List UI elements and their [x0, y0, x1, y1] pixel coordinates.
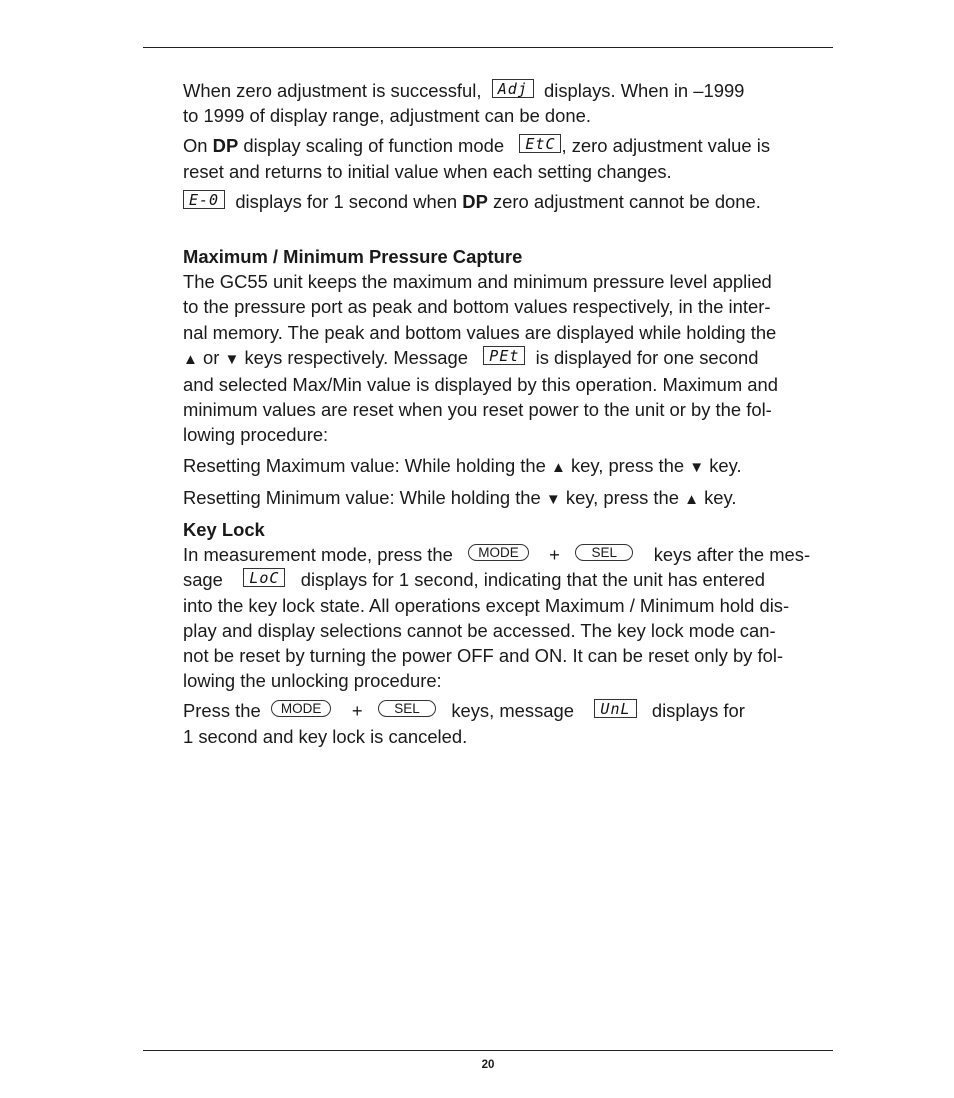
bottom-rule [143, 1050, 833, 1051]
text: Resetting Minimum value: While holding the [183, 486, 541, 508]
bold-term: DP [462, 190, 488, 212]
text: not be reset by turning the power OFF and ON. It can be reset only by fol- [183, 645, 784, 667]
zero-adjust-paragraph-3 [183, 189, 835, 214]
text: is displayed for one second [535, 346, 759, 368]
key-unlock-paragraph [183, 698, 835, 748]
text: displays. When in –1999 [544, 80, 745, 101]
up-arrow-icon: ▲ [684, 490, 699, 508]
text: sage [183, 569, 223, 591]
up-arrow-icon: ▲ [551, 458, 566, 476]
text: keys, message [451, 700, 574, 722]
text: minimum values are reset when you reset power to the unit or by the fol- [183, 399, 772, 421]
text: key, press the [570, 454, 685, 476]
mode-key-icon: MODE [271, 700, 332, 717]
mode-key-icon: MODE [468, 544, 529, 561]
key-lock-paragraph [183, 542, 835, 693]
text: display scaling of function mode [243, 135, 505, 157]
lcd-indicator-etc: EtC [519, 134, 561, 153]
text: When zero adjustment is successful, [183, 80, 482, 101]
text: displays for 1 second, indicating that the unit has entered [300, 569, 765, 591]
section-heading-key-lock: Key Lock [183, 519, 265, 541]
bold-term: DP [212, 135, 239, 157]
reset-min-instruction [183, 485, 835, 512]
zero-adjust-paragraph-1 [183, 78, 835, 128]
text: key, press the [565, 486, 679, 508]
text: , zero adjustment value is [561, 135, 771, 157]
text: play and display selections cannot be accessed. The key lock mode can- [183, 619, 776, 641]
text: into the key lock state. All operations except Maximum / Minimum hold dis- [183, 594, 790, 616]
text: or [202, 346, 220, 368]
text: to 1999 of display range, adjustment can be done. [183, 105, 591, 127]
text: On [183, 135, 208, 157]
text: key. [709, 454, 742, 476]
text: zero adjustment cannot be done. [492, 190, 761, 212]
plus-sign: + [549, 544, 560, 566]
text: to the pressure port as peak and bottom values respectively, in the inter- [183, 296, 771, 318]
reset-max-instruction [183, 453, 835, 480]
text: Press the [183, 700, 261, 722]
text: In measurement mode, press the [183, 544, 453, 566]
lcd-indicator-loc: LoC [243, 568, 285, 587]
lcd-indicator-unl: UnL [594, 699, 636, 718]
text: nal memory. The peak and bottom values are displayed while holding the [183, 321, 777, 343]
text: 1 second and key lock is canceled. [183, 725, 468, 747]
text: The GC55 unit keeps the maximum and minimum pressure level applied [183, 271, 772, 293]
page-number: 20 [481, 1059, 495, 1071]
sel-key-icon: SEL [378, 700, 436, 717]
up-arrow-icon: ▲ [183, 350, 198, 368]
down-arrow-icon: ▼ [545, 490, 561, 508]
max-min-paragraph [183, 269, 835, 447]
manual-page-content [183, 78, 835, 749]
text: and selected Max/Min value is displayed by this operation. Maximum and [183, 374, 778, 396]
text: lowing the unlocking procedure: [183, 670, 442, 692]
text: lowing procedure: [183, 424, 329, 446]
section-heading-max-min: Maximum / Minimum Pressure Capture [183, 246, 523, 268]
lcd-indicator-adj: Adj [492, 79, 534, 98]
plus-sign: + [351, 700, 363, 722]
down-arrow-icon: ▼ [224, 350, 240, 368]
text: key. [704, 486, 737, 508]
text: displays for 1 second when [235, 190, 458, 212]
down-arrow-icon: ▼ [689, 458, 705, 476]
text: displays for [651, 700, 745, 722]
text: keys respectively. Message [244, 346, 468, 368]
lcd-indicator-pet: PEt [483, 346, 525, 365]
text: reset and returns to initial value when each setting changes. [183, 160, 672, 182]
sel-key-icon: SEL [575, 544, 633, 561]
text: keys after the mes- [653, 544, 811, 566]
lcd-indicator-error: E-0 [183, 190, 225, 209]
top-rule [143, 47, 833, 48]
zero-adjust-paragraph-2 [183, 133, 835, 183]
text: Resetting Maximum value: While holding the [183, 454, 546, 476]
